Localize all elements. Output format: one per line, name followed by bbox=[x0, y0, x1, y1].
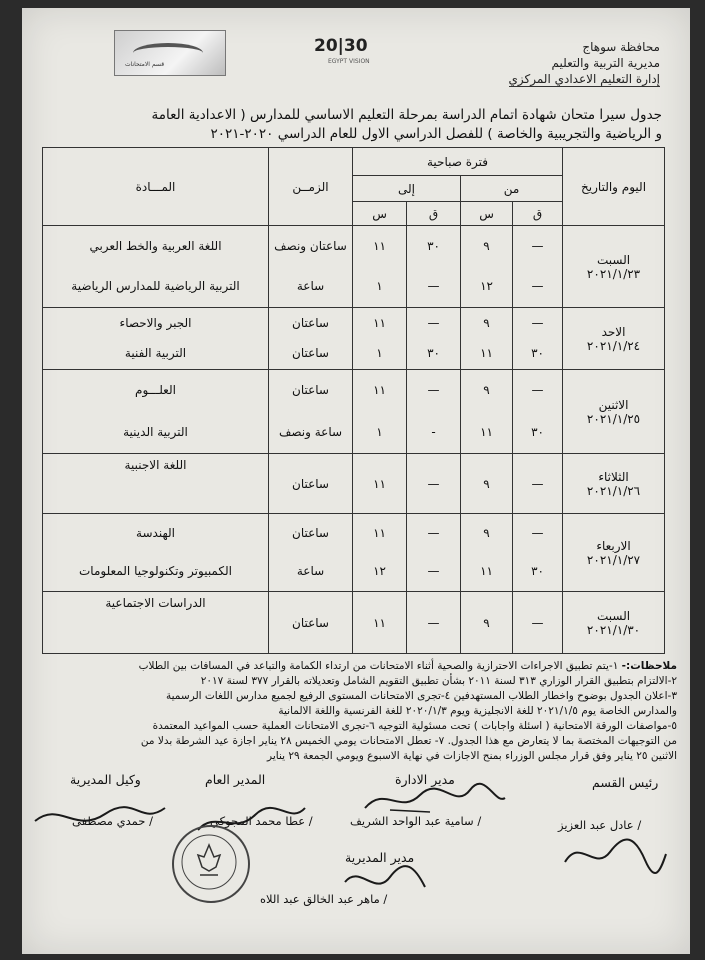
exam-schedule-table bbox=[42, 147, 665, 654]
notes-line-2: ٢-الالتزام بتطبيق القرار الوزاري ٣١٣ لسنة ٢٠١١ بشأن تطبيق التقويم الشامل وتعديلاته بالقرار ٣٧٧ لسنة ٢٠١٧ bbox=[200, 675, 677, 687]
header-to: إلى bbox=[353, 176, 461, 202]
header-from-s: س bbox=[461, 202, 513, 226]
directorate-director-name: / ماهر عبد الخالق عبد اللاه bbox=[260, 892, 388, 906]
header-to-q: ق bbox=[407, 202, 461, 226]
table-row: الثلاثاء ٢٠٢١/١/٢٦ — ٩ — ١١ ساعتان اللغة الاجنبية bbox=[43, 454, 665, 514]
department-label: إدارة التعليم الاعدادي المركزي bbox=[508, 72, 660, 86]
directorate-director-title: مدير المديرية bbox=[345, 850, 415, 865]
day-cell: الاربعاء ٢٠٢١/١/٢٧ bbox=[563, 514, 665, 592]
day-cell: الاثنين ٢٠٢١/١/٢٥ bbox=[563, 370, 665, 454]
header-from-q: ق bbox=[513, 202, 563, 226]
governorate-label: محافظة سوهاج bbox=[582, 40, 660, 54]
table-row: الاربعاء ٢٠٢١/١/٢٧ — ٣٠ ٩ ١١ — — ١١ ١٢ ساعتان ساعة الهندسة الكمبيوتر وتكنولوجيا المعلومات bbox=[43, 514, 665, 592]
directorate-director-signature-icon bbox=[340, 862, 430, 902]
header-subject: المـــادة bbox=[43, 148, 269, 226]
notes-line-7: الاثنين ٢٥ يناير وفق قرار مجلس الوزراء بمنح الاجازات في نهاية الاسبوع ويومي الجمعة ٢٩ يناير bbox=[267, 750, 677, 762]
head-of-section-signature-icon bbox=[560, 832, 670, 877]
general-director-name: / عطا محمد المجوكي bbox=[210, 814, 313, 828]
table-row: السبت ٢٠٢١/١/٢٣ — — ٩ ١٢ ٣٠ — ١١ ١ ساعتان ونصف ساعة اللغة العربية والخط العربي التربية الرياضية للمدارس الرياضية bbox=[43, 226, 665, 308]
table-row: الاحد ٢٠٢١/١/٢٤ — ٣٠ ٩ ١١ — ٣٠ ١١ ١ ساعتان ساعتان الجبر والاحصاء التربية الفنية bbox=[43, 308, 665, 370]
egypt-vision-logo: 20|30 bbox=[314, 36, 368, 56]
notes-line-1: ملاحظات:- ١-يتم تطبيق الاجراءات الاحترازية والصحية أثناء الامتحانات من ارتداء الكمامة والتباعد في المسافات بين الطلاب bbox=[138, 660, 677, 672]
directorate-label: مديرية التربية والتعليم bbox=[551, 56, 660, 70]
admin-director-name: / سامية عبد الواحد الشريف bbox=[350, 814, 482, 828]
admin-director-signature-icon bbox=[360, 780, 510, 820]
header-to-s: س bbox=[353, 202, 407, 226]
notes-line-3: ٣-اعلان الجدول بوضوح واخطار الطلاب المستهدفين ٤-تجرى الامتحانات المستوى الرفيع لجميع مدارس اللغات الرسمية bbox=[166, 690, 677, 702]
day-cell: السبت ٢٠٢١/١/٢٣ bbox=[563, 226, 665, 308]
header-day-date: اليوم والتاريخ bbox=[563, 148, 665, 226]
day-cell: الاحد ٢٠٢١/١/٢٤ bbox=[563, 308, 665, 370]
admin-director-title: مدير الادارة bbox=[395, 772, 455, 787]
table-row: السبت ٢٠٢١/١/٣٠ — ٩ — ١١ ساعتان الدراسات الاجتماعية bbox=[43, 592, 665, 654]
head-of-section-name: / عادل عبد العزيز bbox=[558, 818, 642, 832]
deputy-director-signature-icon bbox=[30, 796, 170, 836]
day-cell: السبت ٢٠٢١/١/٣٠ bbox=[563, 592, 665, 654]
notes-line-6: من التوجيهات المختصة بما لا يتعارض مع هذا الجدول. ٧- تعطل الامتحانات يومي الخميس ٢٨ يناير اجازة عيد الشرطة بدلا من bbox=[140, 735, 677, 747]
header-from: من bbox=[461, 176, 563, 202]
document-title-line2: و الرياضية والتجريبية والخاصة ) للفصل الدراسي الاول للعام الدراسي ٢٠٢٠-٢٠٢١ bbox=[210, 126, 662, 142]
header-duration: الزمــن bbox=[269, 148, 353, 226]
deputy-director-title: وكيل المديرية bbox=[70, 772, 141, 787]
exams-department-logo: قسم الامتحانات bbox=[114, 30, 226, 76]
deputy-director-name: / حمدي مصطفى bbox=[72, 814, 153, 828]
notes-line-5: ٥-مواصفات الورقة الامتحانية ( اسئلة واجابات ) تحت مسئولية التوجيه ٦-تجرى الامتحانات العملية حسب المواعيد المعتمدة bbox=[152, 720, 677, 732]
vision-logo-caption: EGYPT VISION bbox=[328, 58, 370, 65]
table-row: الاثنين ٢٠٢١/١/٢٥ — ٣٠ ٩ ١١ — - ١١ ١ ساعتان ساعة ونصف العلـــوم التربية الدينية bbox=[43, 370, 665, 454]
day-cell: الثلاثاء ٢٠٢١/١/٢٦ bbox=[563, 454, 665, 514]
notes-line-4: والمدارس الخاصة يوم ٢٠٢١/١/٥ للغة الانجليزية ويوم ٢٠٢٠/١/٣ للغة الفرنسية واللغة الالمانية bbox=[278, 705, 677, 717]
document-title-line1: جدول سيرا متحان شهادة اتمام الدراسة بمرحلة التعليم الاساسي للمدارس ( الاعدادية العامة bbox=[151, 107, 662, 123]
head-of-section-title: رئيس القسم bbox=[592, 775, 659, 790]
general-director-title: المدير العام bbox=[205, 772, 266, 787]
header-morning-period: فترة صباحية bbox=[353, 148, 563, 176]
official-stamp-icon bbox=[172, 825, 250, 903]
